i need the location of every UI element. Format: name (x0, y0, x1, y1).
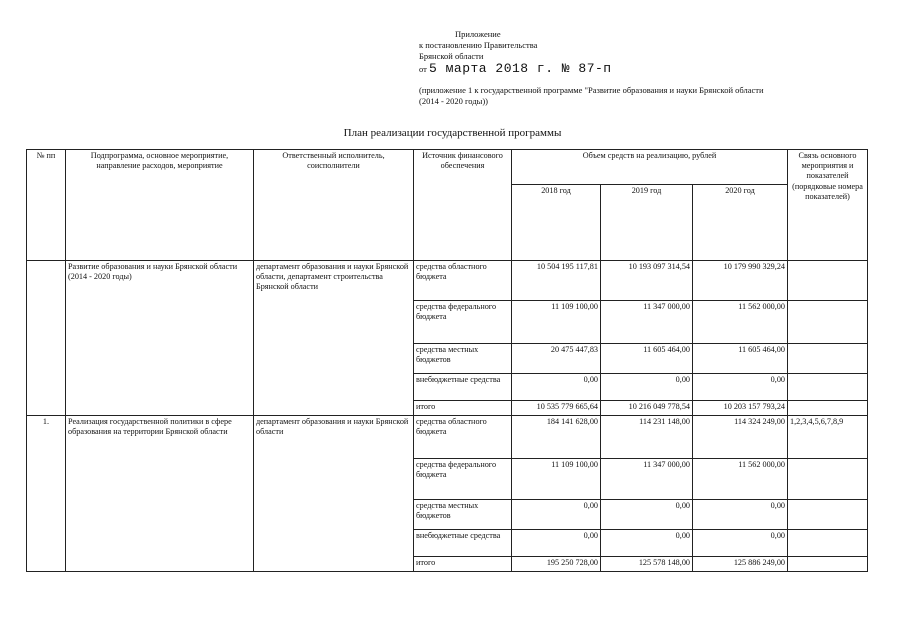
row-value-2018: 20 475 447,83 (512, 344, 601, 374)
row-value-2019: 0,00 (601, 500, 693, 530)
row-executor: департамент образования и науки Брянской области (254, 416, 414, 572)
row-subprogram: Развитие образования и науки Брянской области (2014 - 2020 годы) (66, 261, 254, 416)
row-link: 1,2,3,4,5,6,7,8,9 (788, 416, 868, 459)
row-source: средства местных бюджетов (414, 344, 512, 374)
row-num (27, 261, 66, 416)
row-source: внебюджетные средства (414, 530, 512, 557)
row-value-2018: 11 109 100,00 (512, 301, 601, 344)
header-region-line: Брянской области (419, 51, 484, 61)
document-header (419, 29, 764, 107)
row-value-2018: 11 109 100,00 (512, 459, 601, 500)
row-value-2019: 11 347 000,00 (601, 301, 693, 344)
row-link-empty (788, 530, 868, 557)
header-handwritten-date: 5 марта 2018 г. № 87-п (428, 61, 612, 76)
table-row (27, 416, 868, 459)
row-link-empty (788, 374, 868, 401)
row-value-2018: 0,00 (512, 530, 601, 557)
row-source: итого (414, 401, 512, 416)
row-value-2019: 0,00 (601, 530, 693, 557)
row-executor: департамент образования и науки Брянской области, департамент строительства Брянской области (254, 261, 414, 416)
row-value-2020: 125 886 249,00 (693, 557, 788, 572)
page-title: План реализации государственной программы (343, 127, 562, 139)
row-value-2018: 10 535 779 665,64 (512, 401, 601, 416)
header-year-2019: 2019 год (601, 185, 693, 261)
row-value-2020: 0,00 (693, 530, 788, 557)
row-value-2019: 114 231 148,00 (601, 416, 693, 459)
row-source: средства местных бюджетов (414, 500, 512, 530)
row-value-2019: 11 347 000,00 (601, 459, 693, 500)
row-source: средства федерального бюджета (414, 301, 512, 344)
header-source: Источник финансового обеспечения (414, 150, 512, 261)
row-source: внебюджетные средства (414, 374, 512, 401)
row-value-2018: 184 141 628,00 (512, 416, 601, 459)
row-value-2020: 11 605 464,00 (693, 344, 788, 374)
row-link-empty (788, 557, 868, 572)
header-num: № пп (27, 150, 66, 261)
row-num: 1. (27, 416, 66, 572)
row-value-2019: 125 578 148,00 (601, 557, 693, 572)
row-link-empty (788, 401, 868, 416)
row-value-2019: 11 605 464,00 (601, 344, 693, 374)
header-executor: Ответственный исполнитель, соисполнители (254, 150, 414, 261)
row-link-empty (788, 459, 868, 500)
row-source: средства областного бюджета (414, 416, 512, 459)
plan-table (26, 149, 868, 572)
header-year-2020: 2020 год (693, 185, 788, 261)
row-link-empty (788, 344, 868, 374)
header-link: Связь основного мероприятия и показателей (порядковые номера показателей) (788, 150, 868, 261)
row-value-2020: 10 203 157 793,24 (693, 401, 788, 416)
row-value-2018: 195 250 728,00 (512, 557, 601, 572)
row-value-2020: 0,00 (693, 500, 788, 530)
table-row (27, 261, 868, 301)
header-resolution-line: к постановлению Правительства (419, 40, 538, 50)
row-link-empty (788, 301, 868, 344)
row-value-2018: 0,00 (512, 500, 601, 530)
row-subprogram: Реализация государственной политики в сфере образования на территории Брянской области (66, 416, 254, 572)
header-volume: Объем средств на реализацию, рублей (512, 150, 788, 185)
header-date-prefix: от (419, 64, 427, 74)
row-value-2018: 0,00 (512, 374, 601, 401)
row-source: средства областного бюджета (414, 261, 512, 301)
row-value-2020: 11 562 000,00 (693, 459, 788, 500)
header-note-line1: (приложение 1 к государственной программе "Развитие образования и науки Брянской области (419, 85, 764, 95)
header-appendix-label: Приложение (455, 29, 501, 39)
row-value-2019: 10 193 097 314,54 (601, 261, 693, 301)
table-header-row (27, 150, 868, 185)
row-value-2020: 11 562 000,00 (693, 301, 788, 344)
header-note-line2: (2014 - 2020 годы)) (419, 96, 489, 106)
header-year-2018: 2018 год (512, 185, 601, 261)
header-note (419, 85, 764, 107)
row-value-2020: 114 324 249,00 (693, 416, 788, 459)
row-source: средства федерального бюджета (414, 459, 512, 500)
row-value-2020: 10 179 990 329,24 (693, 261, 788, 301)
row-value-2019: 10 216 049 778,54 (601, 401, 693, 416)
row-link (788, 261, 868, 301)
row-value-2020: 0,00 (693, 374, 788, 401)
header-date-line (419, 63, 764, 75)
row-value-2019: 0,00 (601, 374, 693, 401)
row-source: итого (414, 557, 512, 572)
header-subprogram: Подпрограмма, основное мероприятие, направление расходов, мероприятие (66, 150, 254, 261)
row-value-2018: 10 504 195 117,81 (512, 261, 601, 301)
row-link-empty (788, 500, 868, 530)
